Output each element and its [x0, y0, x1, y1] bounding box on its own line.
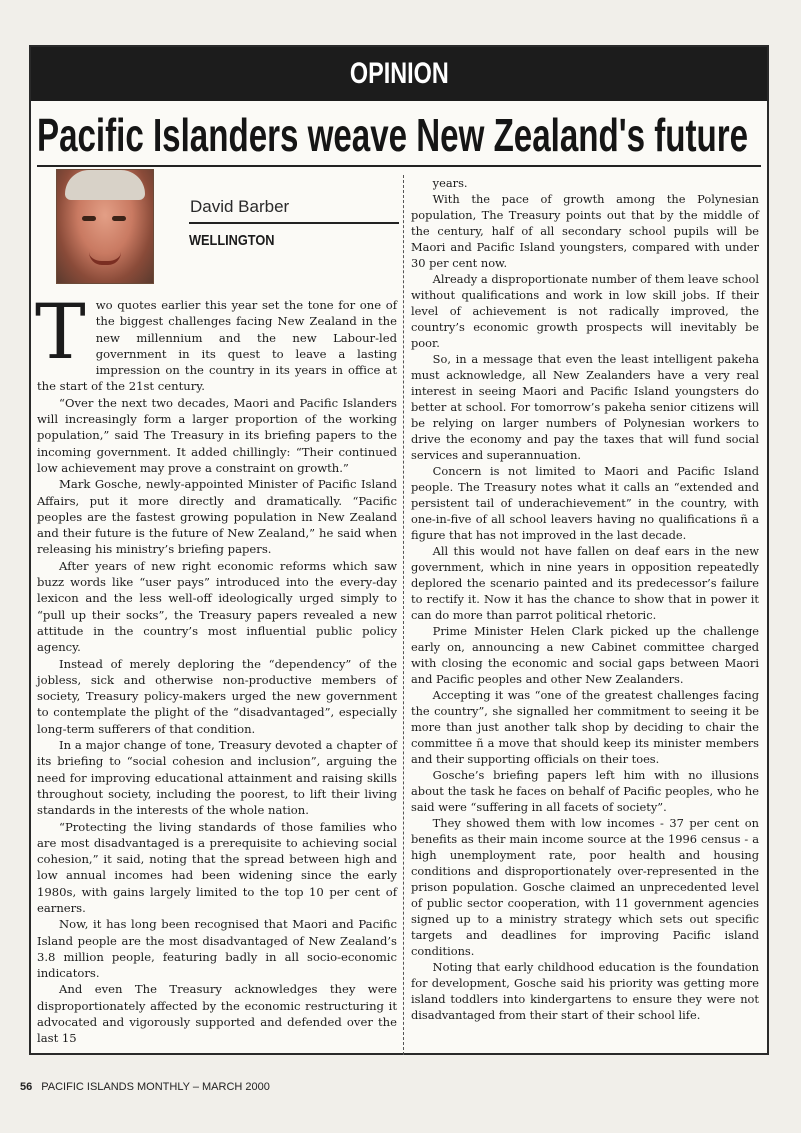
byline: [189, 197, 399, 249]
paragraph: After years of new right economic reforms which saw buzz words like “user pays” introduced into the every-day lexicon and the less well-off ideologically urged simply to “pull up their socks”, the Treasury papers revealed a new attitude in the country’s most influential public policy agency.: [37, 558, 397, 655]
paragraph: With the pace of growth among the Polynesian population, The Treasury points out that by the middle of the century, half of all secondary school pupils will be Maori and Pacific Island youngsters, compared with under 30 per cent now.: [411, 192, 759, 270]
article-page: [29, 45, 769, 1055]
paragraph: “Over the next two decades, Maori and Pacific Islanders will increasingly form a larger proportion of the working population,” said The Treasury in its briefing papers to the incoming government. It added chillingly: “Their continued low achievement may prove a constraint on growth.”: [37, 395, 397, 475]
photo-eye: [82, 216, 96, 221]
photo-mouth: [89, 252, 121, 265]
first-paragraph-text: wo quotes earlier this year set the tone for one of the biggest challenges facing New Zealand in the new millennium and the new Labour-led government in its quest to leave a lasting impression on the country in its years in office at the start of the 21st century.: [37, 298, 397, 394]
paragraph: Gosche’s briefing papers left him with no illusions about the task he faces on behalf of Pacific peoples, who he said were “suffering in all facets of society”.: [411, 768, 759, 814]
paragraph: Now, it has long been recognised that Maori and Pacific Island people are the most disadvantaged of New Zealand’s 3.8 million people, featuring badly in all socio-economic indicators.: [37, 917, 397, 981]
left-column: [35, 287, 397, 1047]
section-label: OPINION: [349, 57, 449, 90]
paragraph: All this would not have fallen on deaf ears in the new government, which in nine years in opposition repeatedly deplored the scenario painted and its predecessor’s failure to rectify it. Now it has the chance to show that in power it can do more than parrot political rhetoric.: [411, 544, 759, 622]
section-banner: [31, 47, 767, 101]
paragraph: Already a disproportionate number of them leave school without qualifications and work in low skill jobs. If their level of achievement is not radically improved, the country’s economic growth prospects will inevitably be poor.: [411, 272, 759, 350]
first-paragraph: [35, 287, 397, 395]
author-photo: [56, 169, 154, 284]
paragraph: Prime Minister Helen Clark picked up the challenge early on, announcing a new Cabinet committee charged with closing the economic and social gaps between Maori and Pacific peoples and other New Zealanders.: [411, 624, 759, 686]
author-name: David Barber: [190, 197, 290, 216]
photo-eye: [112, 216, 126, 221]
paragraph: They showed them with low incomes - 37 per cent on benefits as their main income source at the 1996 census - a high unemployment rate, poor health and housing conditions and disproportionately over-represented in the prison population. Gosche claimed an unprecedented level of public sector cooperation, with 11 government agencies signed up to a ministry strategy which sets out specific targets and deadlines for improving Pacific island conditions.: [411, 816, 759, 958]
photo-hair: [65, 170, 145, 200]
drop-cap: T: [35, 287, 86, 376]
paragraph: And even The Treasury acknowledges they were disproportionately affected by the economic restructuring it advocated and vigorously supported and defended over the last 15: [37, 982, 397, 1046]
article-headline: Pacific Islanders weave New Zealand's future: [37, 109, 749, 161]
paragraph: Mark Gosche, newly-appointed Minister of Pacific Island Affairs, put it more directly and dramatically. “Pacific peoples are the fastest growing population in New Zealand and their future is the future of New Zealand,” he said when releasing his ministry’s briefing papers.: [37, 477, 397, 557]
paragraph: Accepting it was “one of the greatest challenges facing the country”, she signalled her commitment to seeing it be more than just another talk shop by deciding to chair the committee ñ a move that should keep its minister members and their supporting officials on their toes.: [411, 688, 759, 766]
paragraph: Noting that early childhood education is the foundation for development, Gosche said his priority was getting more island toddlers into kindergartens to ensure they were not disadvantaged from their start of their school life.: [411, 960, 759, 1022]
column-divider: [403, 175, 404, 1055]
page-footer: [20, 1081, 270, 1093]
paragraph: So, in a message that even the least intelligent pakeha must acknowledge, all New Zealanders have a very real interest in seeing Maori and Pacific Island youngsters do better at school. For tomorrow’s pakeha senior citizens will be relying on larger numbers of Polynesian workers to drive the economy and pay the taxes that will fund social services and superannuation.: [411, 352, 759, 462]
paragraph: Instead of merely deploring the “dependency” of the jobless, sick and otherwise non-productive members of society, Treasury policy-makers urged the new government to contemplate the plight of the “disadvantaged”, especially long-term sufferers of that condition.: [37, 656, 397, 736]
paragraph: In a major change of tone, Treasury devoted a chapter of its briefing to “social cohesion and inclusion”, arguing the need for improving educational attainment and raising skills throughout society, including the poorest, to lift their living standards in the interests of the whole nation.: [37, 738, 397, 818]
headline-rule: [37, 165, 761, 167]
page-number: 56: [20, 1081, 33, 1093]
publication-info: PACIFIC ISLANDS MONTHLY – MARCH 2000: [41, 1081, 270, 1093]
byline-rule: [189, 222, 399, 224]
right-column: [411, 175, 759, 1023]
author-location: WELLINGTON: [189, 232, 275, 249]
paragraph: Concern is not limited to Maori and Pacific Island people. The Treasury notes what it calls an “extended and persistent tail of underachievement” in the country, with one-in-five of all school leavers having no qualifications ñ a figure that has not improved in the last decade.: [411, 464, 759, 542]
paragraph: “Protecting the living standards of those families who are most disadvantaged is a prerequisite to achieving social cohesion,” it said, noting that the spread between high and low annual incomes had been widening since the early 1980s, with gains largely limited to the top 10 per cent of earners.: [37, 819, 397, 915]
paragraph: years.: [432, 176, 468, 190]
